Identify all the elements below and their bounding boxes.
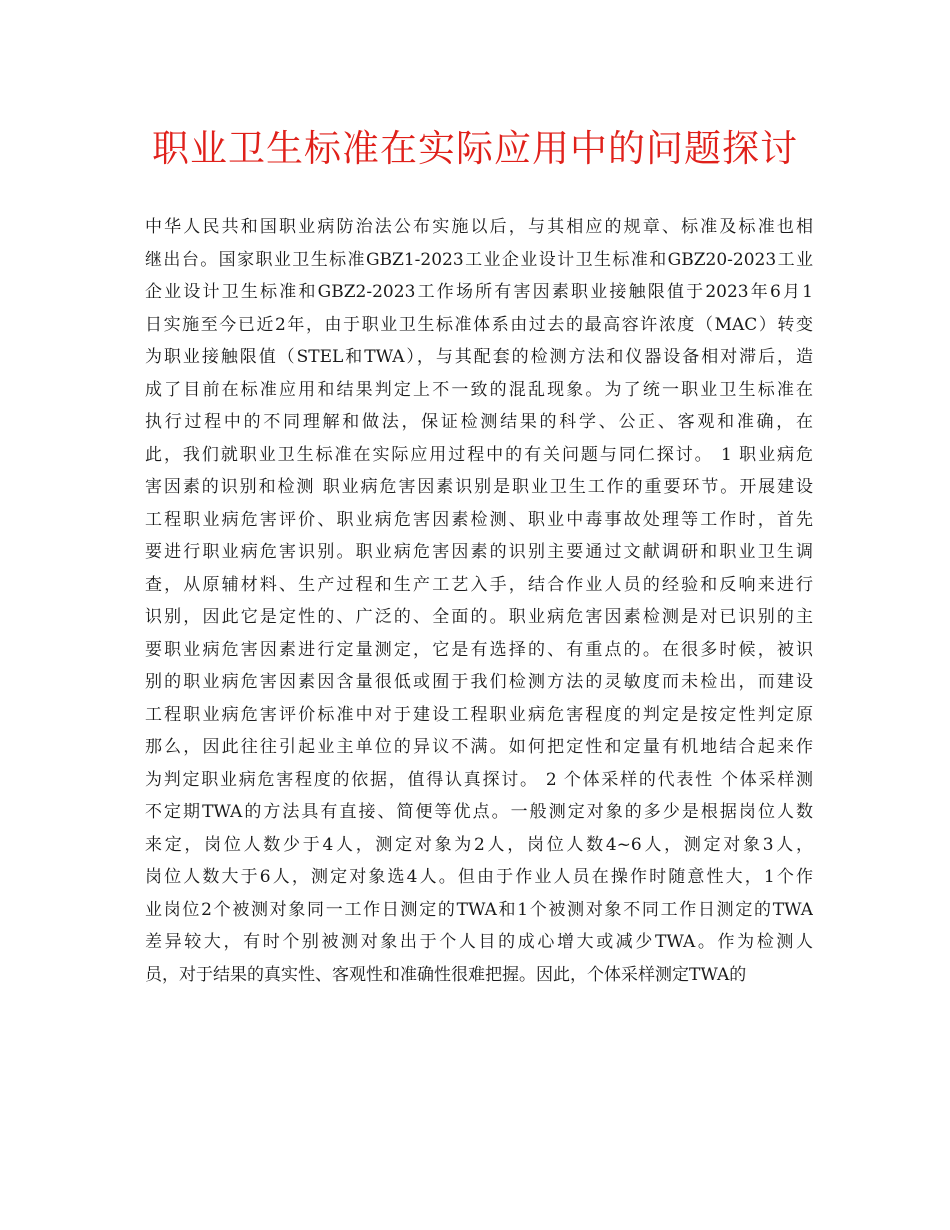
body-line: 不定期TWA的方法具有直接、简便等优点。一般测定对象的多少是根据岗位人数 [145,802,813,822]
body-line: 此，我们就职业卫生标准在实际应用过程中的有关问题与同仁探讨。 1 职业病危 [145,444,813,465]
body-line: 工程职业病危害评价标准中对于建设工程职业病危害程度的判定是按定性判定原 [145,704,813,725]
body-line: 中华人民共和国职业病防治法公布实施以后，与其相应的规章、标准及标准也相 [145,217,813,237]
body-line: 工程职业病危害评价、职业病危害因素检测、职业中毒事故处理等工作时，首先 [145,509,813,530]
body-line: 别的职业病危害因素因含量很低或囿于我们检测方法的灵敏度而未检出，而建设 [145,672,813,692]
body-line: 岗位人数大于6人，测定对象选4人。但由于作业人员在操作时随意性大，1个作 [145,867,813,887]
body-line: 企业设计卫生标准和GBZ2-2023工作场所有害因素职业接触限值于2023年6月1 [145,282,813,302]
body-line: 员，对于结果的真实性、客观性和准确性很难把握。因此，个体采样测定TWA的 [145,964,747,985]
body-line: 识别，因此它是定性的、广泛的、全面的。职业病危害因素检测是对已识别的主 [145,607,813,627]
body-line: 为判定职业病危害程度的依据，值得认真探讨。 2 个体采样的代表性 个体采样测 [145,769,813,790]
body-line: 差异较大，有时个别被测对象出于个人目的成心增大或减少TWA。作为检测人 [145,932,813,952]
body-line: 为职业接触限值（STEL和TWA），与其配套的检测方法和仪器设备相对滞后，造 [145,347,813,367]
body-line: 那么，因此往往引起业主单位的异议不满。如何把定性和定量有机地结合起来作 [145,737,813,757]
body-line: 害因素的识别和检测 职业病危害因素识别是职业卫生工作的重要环节。开展建设 [145,477,813,497]
body-line: 要进行职业病危害识别。职业病危害因素的识别主要通过文献调研和职业卫生调 [145,542,813,562]
body-line: 日实施至今已近2年，由于职业卫生标准体系由过去的最高容许浓度（MAC）转变 [145,314,813,335]
body-line: 来定，岗位人数少于4人，测定对象为2人，岗位人数4~6人，测定对象3人， [145,834,813,855]
body-line: 成了目前在标准应用和结果判定上不一致的混乱现象。为了统一职业卫生标准在 [145,379,813,400]
body-line: 业岗位2个被测对象同一工作日测定的TWA和1个被测对象不同工作日测定的TWA [145,899,813,920]
body-line: 要职业病危害因素进行定量测定，它是有选择的、有重点的。在很多时候，被识 [145,639,813,660]
document-body [145,211,813,991]
body-line: 继出台。国家职业卫生标准GBZ1-2023工业企业设计卫生标准和GBZ20-2023工业 [145,249,813,270]
body-line: 查，从原辅材料、生产过程和生产工艺入手，结合作业人员的经验和反响来进行 [145,574,813,595]
body-line: 执行过程中的不同理解和做法，保证检测结果的科学、公正、客观和准确，在 [145,412,813,432]
document-title: 职业卫生标准在实际应用中的问题探讨 [152,127,798,170]
